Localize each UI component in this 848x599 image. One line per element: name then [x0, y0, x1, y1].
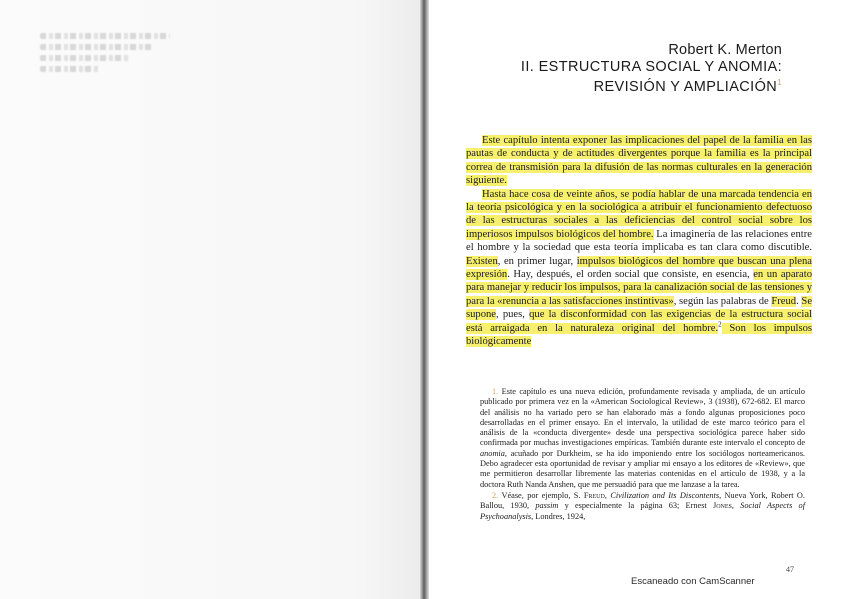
- body-text-segment: , en primer lugar,: [497, 255, 577, 267]
- footnote-text: Jones: [712, 501, 732, 511]
- footnote-1: [480, 387, 805, 490]
- footnote-text: y especialmente la página 63; Ernest: [558, 501, 713, 511]
- chapter-title-line-1: II. ESTRUCTURA SOCIAL Y ANOMIA:: [520, 59, 782, 75]
- chapter-title-line-2-text: REVISIÓN Y AMPLIACIÓN: [593, 78, 778, 95]
- footnote-ref: 2: [718, 320, 722, 329]
- left-page-blank: [0, 0, 420, 599]
- highlighted-text: Freud: [771, 295, 797, 307]
- chapter-title-note: 1: [777, 78, 782, 87]
- author-name: Robert K. Merton: [668, 42, 782, 58]
- footnote-text: Este capítulo es una nueva edición, profundamente revisada y ampliada, de un artículo publicado por primera vez en la «American Sociological Review», 3 (1938), 672-682. El marco del análisis no ha variado pero se han elaborado más a fondo algunas proposiciones poco desarrolladas en el primer ensayo. En el intervalo, la utilidad de este marco teórico para el análisis de la «conducta divergente» desde una perspectiva sociológica parece haber sido confirmada por muchas investigaciones empíricas. También durante este intervalo el concepto de: [480, 387, 805, 448]
- footnote-text: , Londres, 1924,: [531, 511, 586, 521]
- chapter-title-line-2: [429, 75, 782, 95]
- body-text: [466, 134, 812, 349]
- body-text-segment: La imaginería de las relaciones entre el hombre y la sociedad que esta teoría implicaba es tan clara como discutible.: [466, 228, 812, 254]
- chapter-header: [429, 40, 848, 95]
- body-text-segment: , pues,: [496, 309, 530, 321]
- highlighted-text: en un aparato para manejar y reducir los impulsos, para la canalización social de las tensiones y para la «renuncia a las satisfacciones instintivas»: [466, 269, 812, 307]
- footnote-text: , acuñado por Durkheim, se ha ido imponiendo entre los sociólogos norteamericanos. Debo agradecer esta oportunidad de revisar y ampliar mi ensayo a los editores de «Review», que me permitieron desarrollar libremente las materias contenidas en el artículo de 1938, y a la doctora Ruth Nanda Anshen, que me persuadió para que me lanzase a la tarea.: [480, 448, 805, 489]
- scanner-watermark: Escaneado con CamScanner: [631, 576, 755, 587]
- footnote-text: anomia: [480, 448, 505, 458]
- body-text-segment: . Hay, después, el orden social que consiste, en esencia,: [507, 269, 754, 281]
- highlighted-text: Este capítulo intenta exponer las implicaciones del papel de la familia en las pautas de conducta y de actitudes divergentes porque la familia es la principal correa de transmisión para la difusión de las normas culturales en la generación siguiente.: [466, 135, 812, 187]
- paragraph-2: [466, 188, 812, 349]
- footnote-2: [480, 491, 805, 522]
- highlighted-text: impulsos biológicos del hombre que buscan una plena expresión: [466, 255, 812, 281]
- highlighted-text: que la disconformidad con las exigencias de la estructura social está arraigada en la naturaleza original del hombre.: [466, 309, 812, 334]
- right-page: [429, 0, 848, 599]
- highlighted-text: Se supone: [466, 295, 813, 321]
- footnote-text: ,: [604, 490, 611, 500]
- footnote-text: Freud: [583, 490, 605, 500]
- highlighted-text: Existen: [466, 255, 498, 267]
- footnotes: [480, 387, 805, 523]
- footnote-text: ,: [731, 501, 741, 511]
- bleed-through-text: [40, 28, 190, 98]
- highlighted-text: Hasta hace cosa de veinte años, se podía hablar de una marcada tendencia en la teoría psicológica y en la sociológica a atribuir el funcionamiento defectuoso de las estructuras sociales a las deficiencias del control social sobre los imperiosos impulsos biológicos del hombre.: [466, 188, 812, 240]
- page-number: 47: [786, 565, 794, 574]
- footnote-text: passim: [535, 501, 559, 511]
- body-text-segment: .: [796, 295, 802, 307]
- footnote-text: , Nueva York, Robert O. Ballou, 1930,: [480, 490, 805, 511]
- paragraph-1: [466, 134, 812, 188]
- highlighted-text: Son los impulsos biológicamente: [466, 322, 812, 348]
- footnote-text: Véase, por ejemplo, S.: [498, 490, 584, 500]
- footnote-text: Social Aspects of Psychoanalysis: [480, 501, 805, 521]
- footnote-number: 2.: [492, 490, 499, 500]
- footnote-number: 1.: [492, 387, 499, 396]
- body-text-segment: , según las palabras de: [673, 295, 772, 307]
- footnote-text: Civilization and Its Discontents: [610, 490, 720, 500]
- book-spine: [420, 0, 429, 599]
